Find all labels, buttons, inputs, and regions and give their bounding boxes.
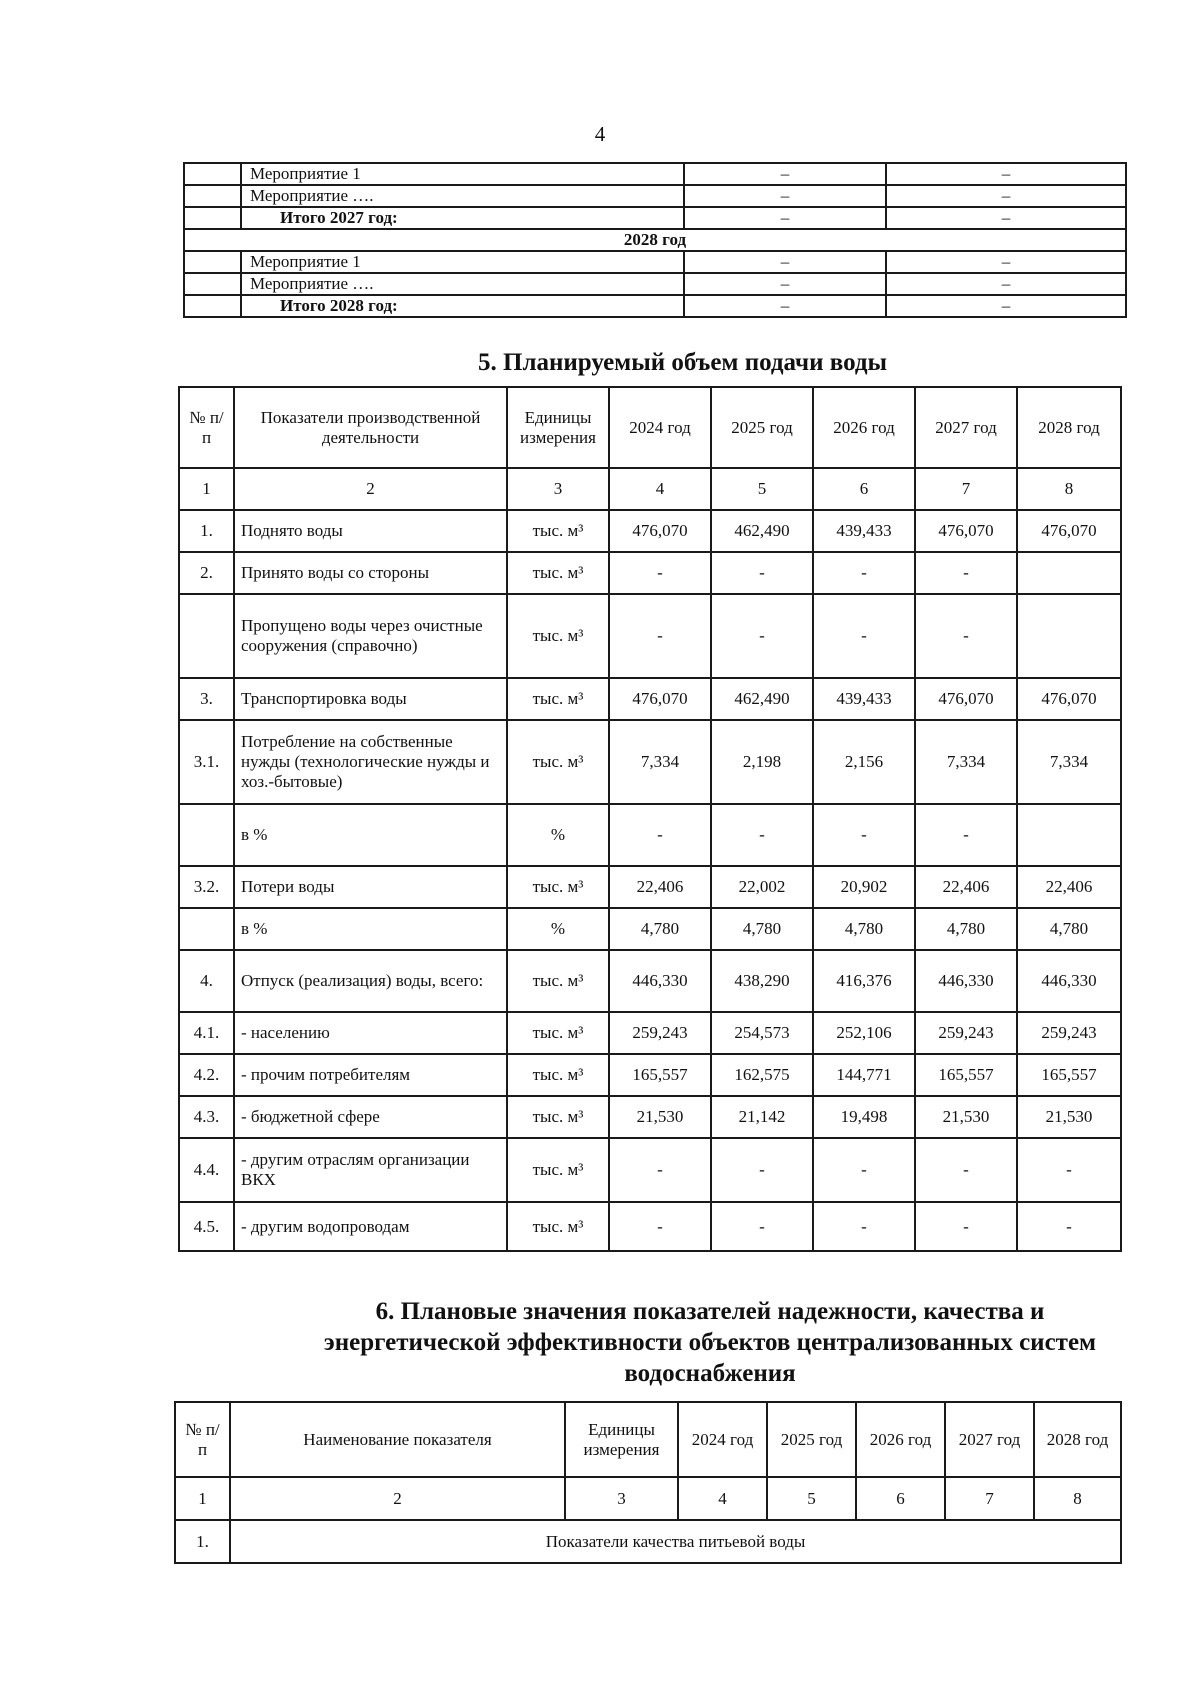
indicator-name: в % (234, 908, 507, 950)
value-cell: 438,290 (711, 950, 813, 1012)
value-cell: 259,243 (609, 1012, 711, 1054)
table-row (179, 1138, 1121, 1202)
value-cell: 4,780 (915, 908, 1017, 950)
measure-label: Мероприятие …. (241, 185, 684, 207)
unit-cell: тыс. м³ (507, 594, 609, 678)
value-cell: 144,771 (813, 1054, 915, 1096)
row-number (179, 594, 234, 678)
col-header: № п/п (179, 387, 234, 468)
value-cell: - (915, 1202, 1017, 1251)
value-cell: 476,070 (1017, 678, 1121, 720)
value-cell: - (609, 804, 711, 866)
col-header: Наименование показателя (230, 1402, 565, 1477)
value-cell: 476,070 (915, 678, 1017, 720)
value-cell: 21,530 (1017, 1096, 1121, 1138)
measures-table (183, 162, 1127, 318)
value-cell: - (1017, 1138, 1121, 1202)
value-cell: 22,406 (1017, 866, 1121, 908)
row-name: Показатели качества питьевой воды (230, 1520, 1121, 1563)
col-header: 2026 год (856, 1402, 945, 1477)
row-number: 4.5. (179, 1202, 234, 1251)
value-cell: 22,002 (711, 866, 813, 908)
table-row: Мероприятие …. – – (184, 273, 1126, 295)
table-row (179, 804, 1121, 866)
value-cell: 22,406 (609, 866, 711, 908)
value-cell: 2,198 (711, 720, 813, 804)
section5-title: 5. Планируемый объем подачи воды (478, 349, 888, 376)
value-cell: 446,330 (609, 950, 711, 1012)
row-number: 1. (175, 1520, 230, 1563)
col-header: Единицы измерения (565, 1402, 678, 1477)
year-header: 2028 год (184, 229, 1126, 251)
col-header: 2027 год (915, 387, 1017, 468)
table-row-total: Итого 2027 год: – – (184, 207, 1126, 229)
value-cell: 20,902 (813, 866, 915, 908)
value-cell: 462,490 (711, 678, 813, 720)
row-number: 4.2. (179, 1054, 234, 1096)
row-number: 4.4. (179, 1138, 234, 1202)
indicator-name: в % (234, 804, 507, 866)
col-header: 2028 год (1034, 1402, 1121, 1477)
total-label: Итого 2028 год: (241, 295, 684, 317)
indicator-name: Пропущено воды через очистные сооружения (справочно) (234, 594, 507, 678)
value-cell: 476,070 (609, 510, 711, 552)
table-row (179, 1054, 1121, 1096)
value-cell: 165,557 (915, 1054, 1017, 1096)
value-cell: 7,334 (915, 720, 1017, 804)
unit-cell: тыс. м³ (507, 950, 609, 1012)
value-cell: 4,780 (1017, 908, 1121, 950)
unit-cell: % (507, 804, 609, 866)
unit-cell: тыс. м³ (507, 1054, 609, 1096)
col-header: 2025 год (711, 387, 813, 468)
water-supply-table (178, 386, 1122, 1252)
value-cell: - (813, 552, 915, 594)
table-row: Мероприятие 1 – – (184, 251, 1126, 273)
col-header: 2027 год (945, 1402, 1034, 1477)
table-row (179, 950, 1121, 1012)
row-number (179, 908, 234, 950)
value-cell: - (813, 804, 915, 866)
value-cell: 4,780 (813, 908, 915, 950)
value-cell: - (915, 1138, 1017, 1202)
indicator-name: Потребление на собственные нужды (технологические нужды и хоз.-бытовые) (234, 720, 507, 804)
row-number: 4.3. (179, 1096, 234, 1138)
page-number: 4 (594, 122, 606, 146)
row-number: 3.2. (179, 866, 234, 908)
table-row (179, 678, 1121, 720)
table-row (179, 1202, 1121, 1251)
table-row (179, 908, 1121, 950)
value-cell: - (915, 594, 1017, 678)
table-row: Мероприятие 1 – – (184, 163, 1126, 185)
value-cell: 446,330 (1017, 950, 1121, 1012)
row-number: 3. (179, 678, 234, 720)
measure-label: Мероприятие …. (241, 273, 684, 295)
value-cell: 165,557 (1017, 1054, 1121, 1096)
row-number: 4.1. (179, 1012, 234, 1054)
indicator-name: Потери воды (234, 866, 507, 908)
value-cell: 476,070 (915, 510, 1017, 552)
unit-cell: тыс. м³ (507, 1096, 609, 1138)
table-row (179, 1012, 1121, 1054)
unit-cell: тыс. м³ (507, 552, 609, 594)
header-row (179, 387, 1121, 468)
header-row (175, 1402, 1121, 1477)
row-number: 3.1. (179, 720, 234, 804)
measure-label: Мероприятие 1 (241, 163, 684, 185)
value-cell: - (813, 594, 915, 678)
indicator-name: - населению (234, 1012, 507, 1054)
table-row (175, 1520, 1121, 1563)
value-cell: 19,498 (813, 1096, 915, 1138)
value-cell: 165,557 (609, 1054, 711, 1096)
value-cell: 439,433 (813, 678, 915, 720)
value-cell: 259,243 (915, 1012, 1017, 1054)
indicator-name: Принято воды со стороны (234, 552, 507, 594)
value-cell: 462,490 (711, 510, 813, 552)
indicator-name: - прочим потребителям (234, 1054, 507, 1096)
indicator-name: Отпуск (реализация) воды, всего: (234, 950, 507, 1012)
value-cell: - (609, 594, 711, 678)
unit-cell: тыс. м³ (507, 1012, 609, 1054)
year-header-row (184, 229, 1126, 251)
col-header: 2025 год (767, 1402, 856, 1477)
value-cell: 21,142 (711, 1096, 813, 1138)
table-row-total: Итого 2028 год: – – (184, 295, 1126, 317)
value-cell: 446,330 (915, 950, 1017, 1012)
value-cell: 4,780 (711, 908, 813, 950)
indicator-name: - другим водопроводам (234, 1202, 507, 1251)
value-cell: - (609, 552, 711, 594)
value-cell: 22,406 (915, 866, 1017, 908)
value-cell: - (711, 552, 813, 594)
col-header: 2028 год (1017, 387, 1121, 468)
value-cell: 7,334 (609, 720, 711, 804)
value-cell (1017, 552, 1121, 594)
value-cell: 2,156 (813, 720, 915, 804)
value-cell: - (609, 1202, 711, 1251)
col-header: 2024 год (678, 1402, 767, 1477)
col-header: 2026 год (813, 387, 915, 468)
value-cell: - (915, 552, 1017, 594)
value-cell: 259,243 (1017, 1012, 1121, 1054)
value-cell: - (609, 1138, 711, 1202)
unit-cell: тыс. м³ (507, 720, 609, 804)
value-cell: 416,376 (813, 950, 915, 1012)
unit-cell: тыс. м³ (507, 678, 609, 720)
value-cell: 21,530 (609, 1096, 711, 1138)
unit-cell: % (507, 908, 609, 950)
value-cell: - (711, 594, 813, 678)
row-number (179, 804, 234, 866)
value-cell: 162,575 (711, 1054, 813, 1096)
col-header: № п/п (175, 1402, 230, 1477)
col-header: Единицы измерения (507, 387, 609, 468)
value-cell (1017, 804, 1121, 866)
indicator-name: - другим отраслям организации ВКХ (234, 1138, 507, 1202)
value-cell: - (711, 804, 813, 866)
row-number: 4. (179, 950, 234, 1012)
value-cell: 4,780 (609, 908, 711, 950)
value-cell: - (711, 1138, 813, 1202)
table-row (179, 552, 1121, 594)
row-number: 2. (179, 552, 234, 594)
unit-cell: тыс. м³ (507, 866, 609, 908)
unit-cell: тыс. м³ (507, 510, 609, 552)
unit-cell: тыс. м³ (507, 1202, 609, 1251)
value-cell: 476,070 (1017, 510, 1121, 552)
value-cell: - (1017, 1202, 1121, 1251)
section6-title: 6. Плановые значения показателей надежности, качества и энергетической эффективности объектов централизованных систем водоснабжения (323, 1298, 1097, 1387)
value-cell: 21,530 (915, 1096, 1017, 1138)
value-cell (1017, 594, 1121, 678)
total-label: Итого 2027 год: (241, 207, 684, 229)
value-cell: 476,070 (609, 678, 711, 720)
unit-cell: тыс. м³ (507, 1138, 609, 1202)
value-cell: 254,573 (711, 1012, 813, 1054)
measure-label: Мероприятие 1 (241, 251, 684, 273)
indicator-name: - бюджетной сфере (234, 1096, 507, 1138)
value-cell: - (711, 1202, 813, 1251)
column-number-row: 1 2 3 4 5 6 7 8 (179, 468, 1121, 510)
reliability-indicators-table (174, 1401, 1122, 1564)
value-cell: - (813, 1202, 915, 1251)
table-row (179, 594, 1121, 678)
col-header: Показатели производственной деятельности (234, 387, 507, 468)
indicator-name: Транспортировка воды (234, 678, 507, 720)
table-row (179, 866, 1121, 908)
value-cell: - (915, 804, 1017, 866)
table-row (179, 510, 1121, 552)
col-header: 2024 год (609, 387, 711, 468)
value-cell: - (813, 1138, 915, 1202)
value-cell: 439,433 (813, 510, 915, 552)
table-row: Мероприятие …. – – (184, 185, 1126, 207)
indicator-name: Поднято воды (234, 510, 507, 552)
column-number-row: 1 2 3 4 5 6 7 8 (175, 1477, 1121, 1520)
value-cell: 7,334 (1017, 720, 1121, 804)
row-number: 1. (179, 510, 234, 552)
value-cell: 252,106 (813, 1012, 915, 1054)
table-row (179, 720, 1121, 804)
table-row (179, 1096, 1121, 1138)
